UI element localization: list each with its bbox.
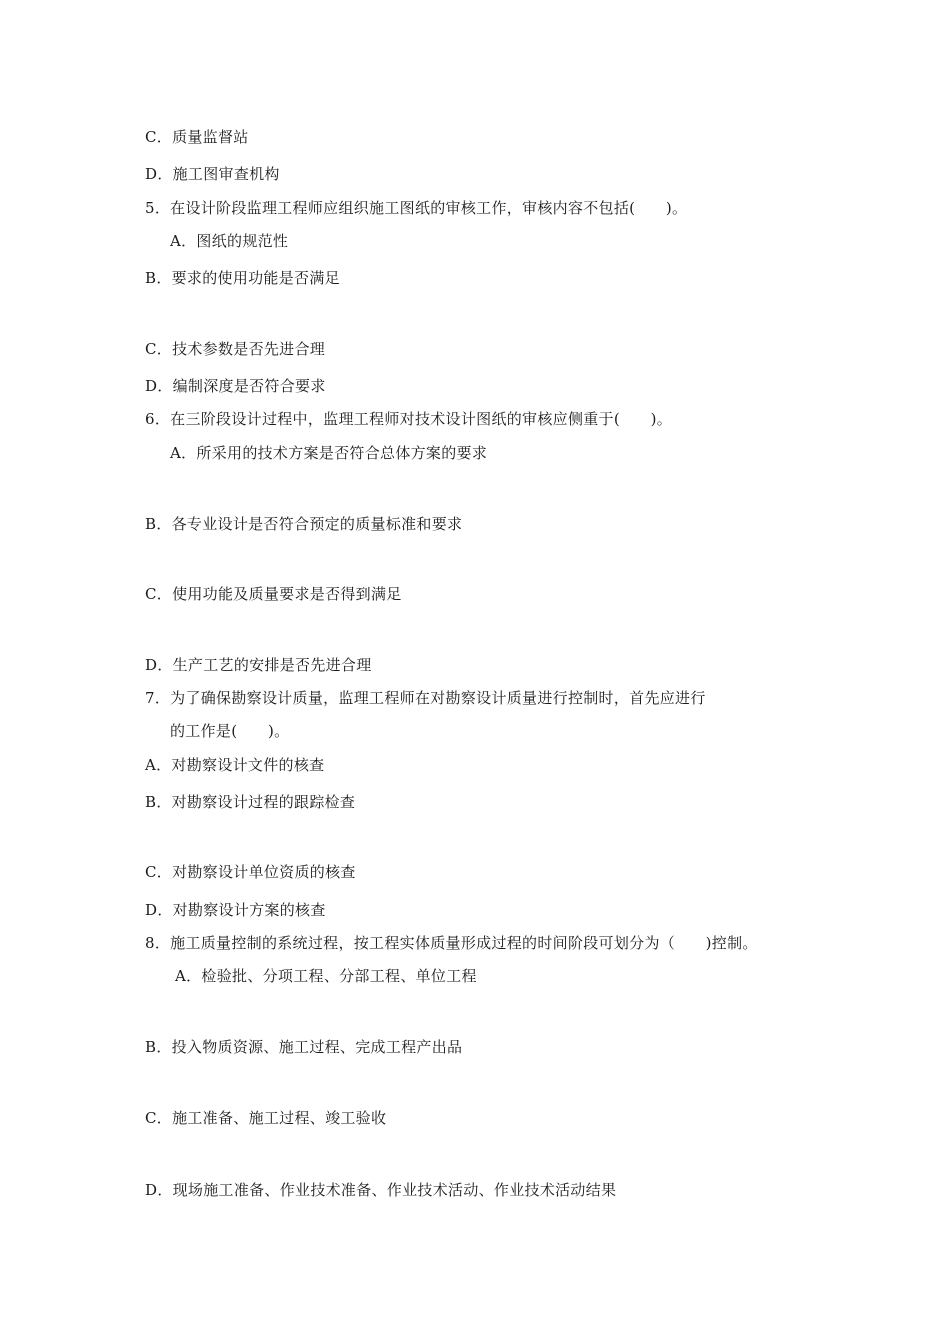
option-c-q4: C．质量监督站 (145, 128, 249, 146)
option-d-q5: D．编制深度是否符合要求 (145, 377, 326, 395)
option-a-q7: A．对勘察设计文件的核查 (145, 756, 325, 774)
option-c-q5: C．技术参数是否先进合理 (145, 340, 326, 358)
option-b-q7: B．对勘察设计过程的跟踪检查 (145, 793, 356, 811)
question-5: 5．在设计阶段监理工程师应组织施工图纸的审核工作，审核内容不包括( )。 (145, 199, 688, 217)
option-b-q8: B．投入物质资源、施工过程、完成工程产出品 (145, 1038, 463, 1056)
option-c-q6: C．使用功能及质量要求是否得到满足 (145, 585, 402, 603)
option-b-q5: B．要求的使用功能是否满足 (145, 269, 340, 287)
option-c-q7: C．对勘察设计单位资质的核查 (145, 863, 356, 881)
option-a-q5: A．图纸的规范性 (170, 232, 289, 250)
option-d-q4: D．施工图审查机构 (145, 165, 280, 183)
question-7: 7．为了确保勘察设计质量，监理工程师在对勘察设计质量进行控制时，首先应进行 (145, 689, 706, 707)
question-7-continued: 的工作是( )。 (170, 722, 290, 740)
option-d-q6: D．生产工艺的安排是否先进合理 (145, 656, 372, 674)
option-d-q7: D．对勘察设计方案的核查 (145, 901, 326, 919)
option-b-q6: B．各专业设计是否符合预定的质量标准和要求 (145, 515, 463, 533)
question-8: 8．施工质量控制的系统过程，按工程实体质量形成过程的时间阶段可划分为（ )控制。 (145, 934, 758, 952)
option-a-q6: A．所采用的技术方案是否符合总体方案的要求 (170, 444, 488, 462)
option-c-q8: C．施工准备、施工过程、竣工验收 (145, 1109, 387, 1127)
question-6: 6．在三阶段设计过程中，监理工程师对技术设计图纸的审核应侧重于( )。 (145, 410, 673, 428)
option-a-q8: A．检验批、分项工程、分部工程、单位工程 (175, 967, 477, 985)
option-d-q8: D．现场施工准备、作业技术准备、作业技术活动、作业技术活动结果 (145, 1181, 617, 1199)
